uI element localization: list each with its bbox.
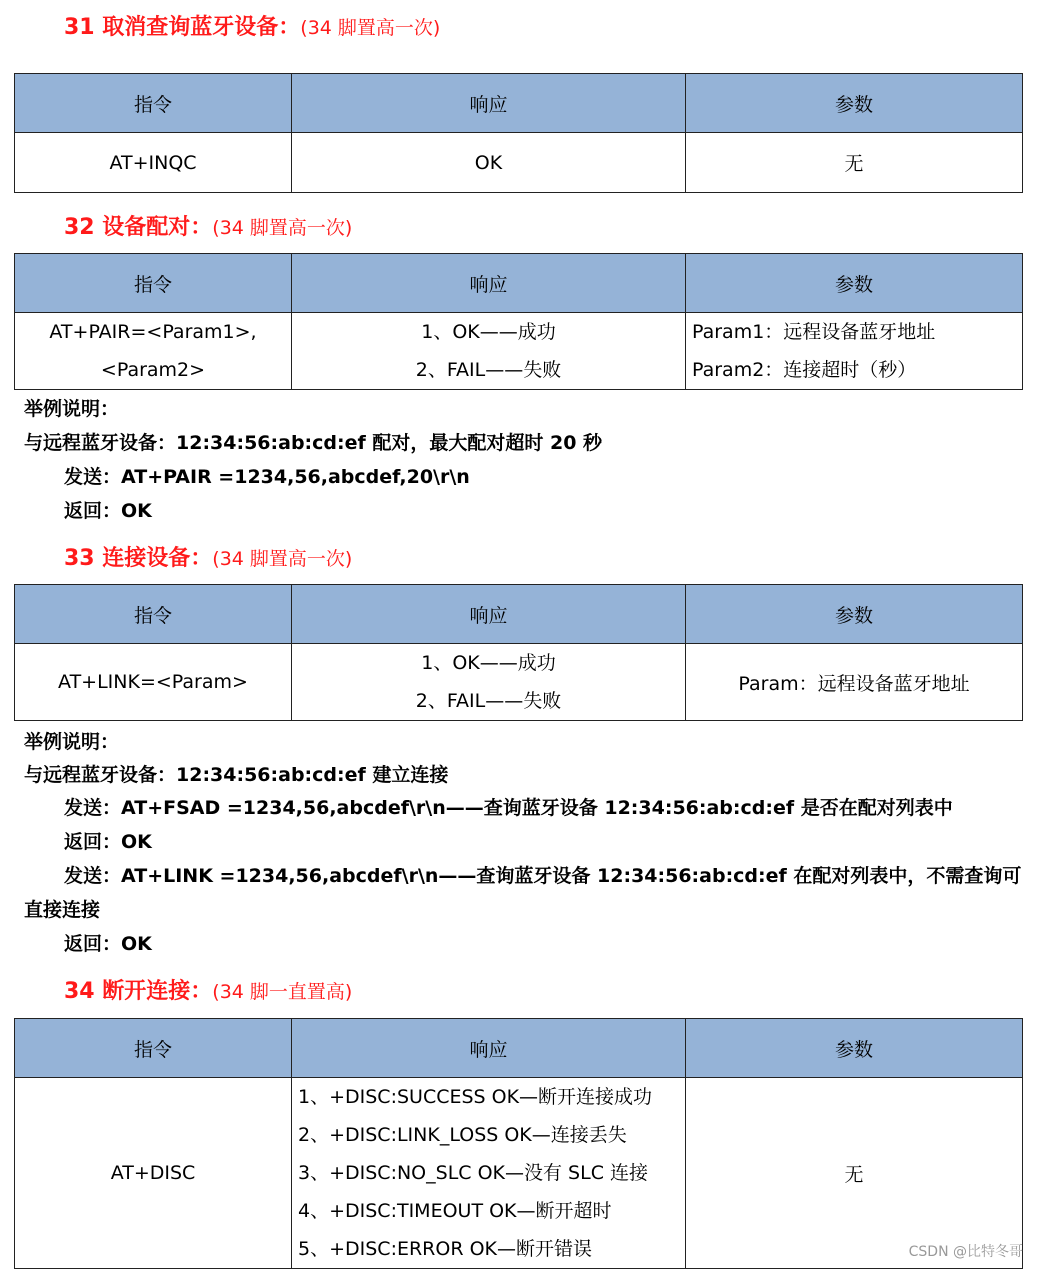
command-cell: AT+LINK=<Param> [15, 644, 292, 721]
example-send-link-continued: 直接连接 [24, 899, 101, 921]
header-response: 响应 [292, 74, 686, 133]
section-34-table [14, 1018, 1023, 1269]
example-send-fsad: 发送：AT+FSAD =1234,56,abcdef\r\n——查询蓝牙设备 12:34:56:ab:cd:ef 是否在配对列表中 [64, 797, 953, 819]
params-cell: 无 [686, 133, 1023, 193]
response-cell [292, 1078, 686, 1269]
section-31-title [64, 10, 440, 41]
section-32-table [14, 253, 1023, 390]
response-cell [292, 644, 686, 721]
param-line: Param2：连接超时（秒） [692, 359, 917, 381]
params-cell [686, 313, 1023, 390]
section-33-title [64, 541, 352, 572]
header-response: 响应 [292, 585, 686, 644]
section-31-table [14, 73, 1023, 193]
response-cell [292, 313, 686, 390]
example-return: 返回：OK [64, 500, 152, 522]
example-label: 举例说明： [24, 398, 120, 420]
command-cell: AT+DISC [15, 1078, 292, 1269]
table-header-row [15, 1019, 1023, 1078]
header-command: 指令 [15, 1019, 292, 1078]
response-line: 1、OK——成功 [421, 652, 556, 674]
example-send: 发送：AT+PAIR =1234,56,abcdef,20\r\n [64, 466, 470, 488]
section-32-title [64, 210, 352, 241]
section-31-heading: 31 取消查询蓝牙设备： [64, 15, 301, 40]
response-line: 1、OK——成功 [421, 321, 556, 343]
params-cell: 无 [686, 1078, 1023, 1269]
section-31-subtitle: (34 脚置高一次) [300, 17, 441, 39]
watermark: CSDN @比特冬哥 [908, 1244, 1023, 1260]
header-params: 参数 [686, 74, 1023, 133]
table-header-row [15, 254, 1023, 313]
table-row [15, 133, 1023, 193]
response-cell: OK [292, 133, 686, 193]
example-label: 举例说明： [24, 731, 120, 753]
section-33-subtitle: (34 脚置高一次) [212, 548, 353, 570]
header-command: 指令 [15, 254, 292, 313]
section-32-heading: 32 设备配对： [64, 215, 213, 240]
header-response: 响应 [292, 254, 686, 313]
response-line: 2、FAIL——失败 [415, 359, 562, 381]
header-command: 指令 [15, 74, 292, 133]
response-line: 2、FAIL——失败 [415, 690, 562, 712]
example-return: 返回：OK [64, 831, 152, 853]
response-line: 2、+DISC:LINK_LOSS OK—连接丢失 [298, 1124, 627, 1146]
header-response: 响应 [292, 1019, 686, 1078]
command-cell: AT+INQC [15, 133, 292, 193]
header-params: 参数 [686, 1019, 1023, 1078]
section-34-title [64, 974, 352, 1005]
example-return: 返回：OK [64, 933, 152, 955]
section-33-table [14, 584, 1023, 721]
example-send-link: 发送：AT+LINK =1234,56,abcdef\r\n——查询蓝牙设备 12:34:56:ab:cd:ef 在配对列表中，不需查询可 [64, 865, 1022, 887]
section-34-subtitle: (34 脚一直置高) [212, 981, 353, 1003]
command-line: <Param2> [100, 359, 206, 381]
response-line: 5、+DISC:ERROR OK—断开错误 [298, 1238, 592, 1260]
response-line: 3、+DISC:NO_SLC OK—没有 SLC 连接 [298, 1162, 648, 1184]
response-line: 1、+DISC:SUCCESS OK—断开连接成功 [298, 1086, 653, 1108]
example-description: 与远程蓝牙设备：12:34:56:ab:cd:ef 建立连接 [24, 764, 449, 786]
header-command: 指令 [15, 585, 292, 644]
section-33-heading: 33 连接设备： [64, 546, 213, 571]
table-header-row [15, 74, 1023, 133]
table-row [15, 313, 1023, 390]
table-row [15, 1078, 1023, 1269]
params-cell: Param：远程设备蓝牙地址 [686, 644, 1023, 721]
header-params: 参数 [686, 585, 1023, 644]
command-line: AT+PAIR=<Param1>, [49, 321, 257, 343]
command-cell [15, 313, 292, 390]
header-params: 参数 [686, 254, 1023, 313]
table-row [15, 644, 1023, 721]
response-line: 4、+DISC:TIMEOUT OK—断开超时 [298, 1200, 612, 1222]
example-description: 与远程蓝牙设备：12:34:56:ab:cd:ef 配对，最大配对超时 20 秒 [24, 432, 603, 454]
section-34-heading: 34 断开连接： [64, 979, 213, 1004]
table-header-row [15, 585, 1023, 644]
param-line: Param1：远程设备蓝牙地址 [692, 321, 936, 343]
section-32-subtitle: (34 脚置高一次) [212, 217, 353, 239]
